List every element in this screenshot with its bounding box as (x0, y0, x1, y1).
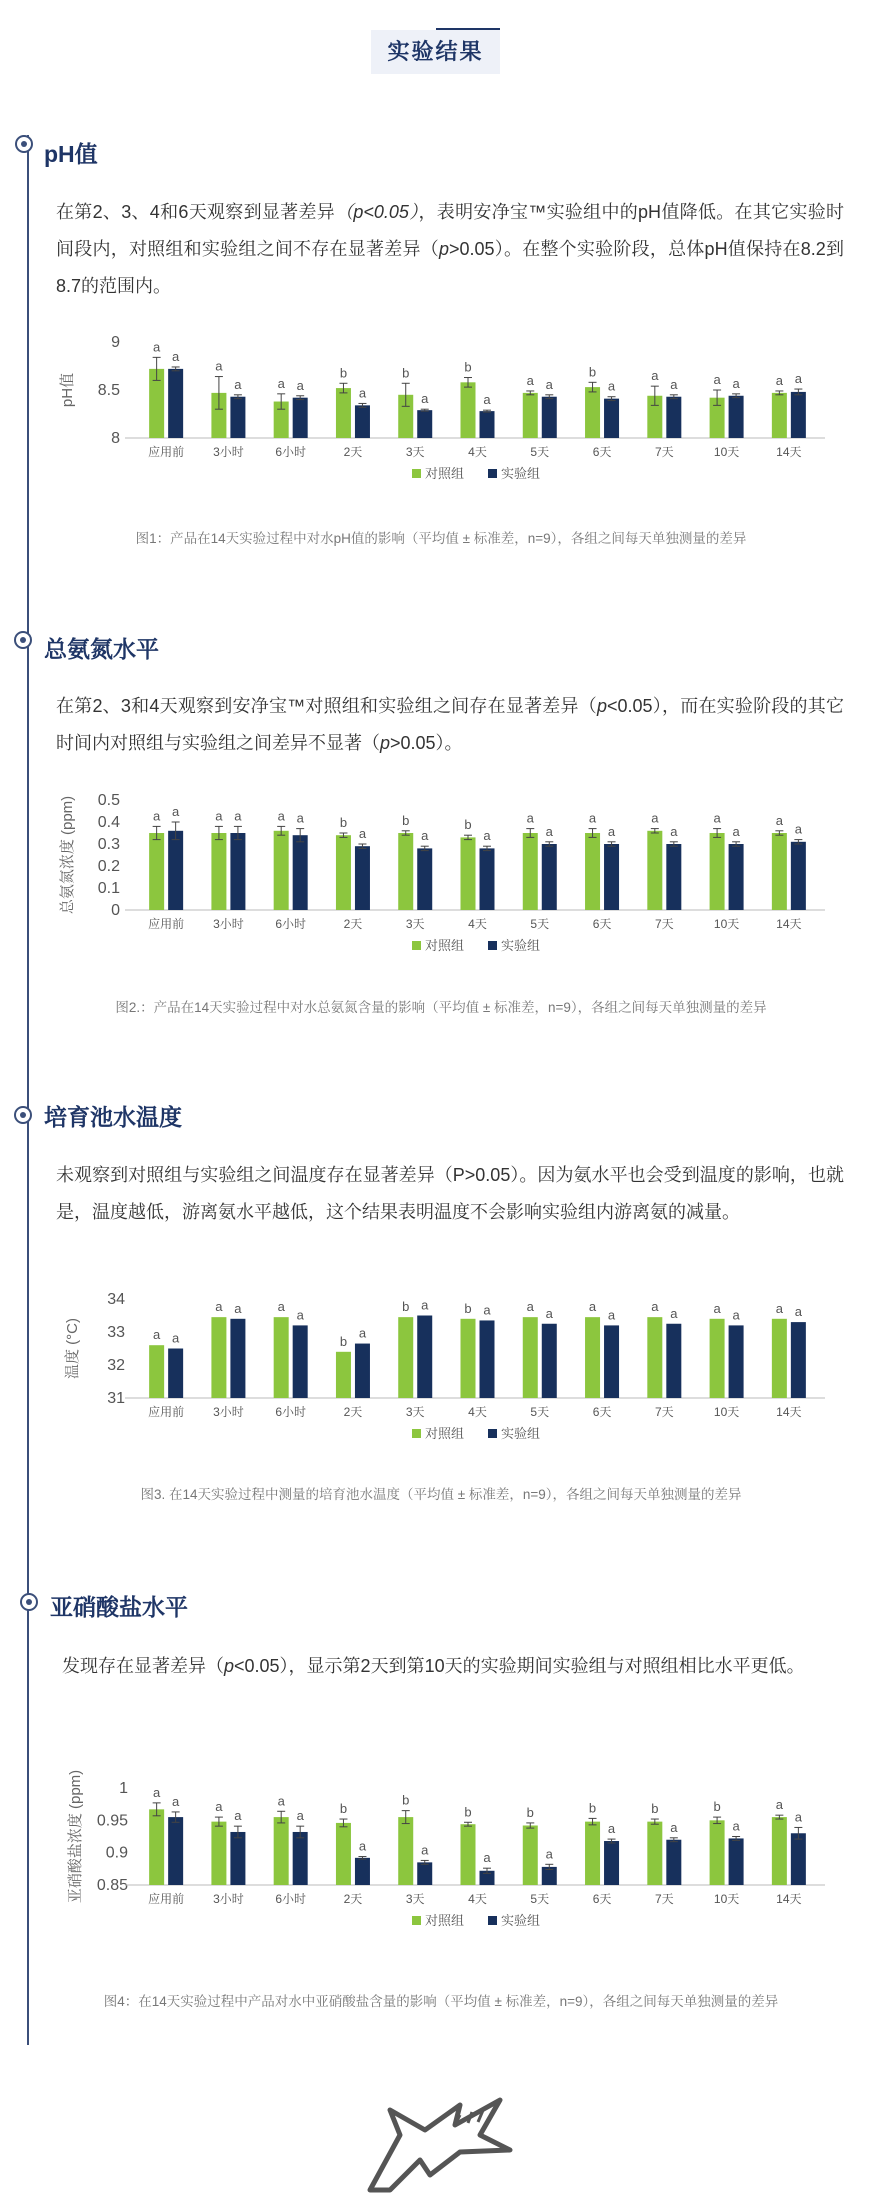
significance-letter: a (483, 1850, 491, 1866)
bar (604, 399, 619, 438)
bar (604, 1841, 619, 1885)
bar (168, 1817, 183, 1885)
section-title-ph: pH值 (44, 141, 98, 167)
significance-letter: b (402, 1792, 410, 1808)
significance-letter: a (277, 1299, 285, 1315)
significance-letter: a (483, 828, 491, 844)
x-tick-label: 3天 (405, 917, 425, 931)
x-tick-label: 10天 (713, 445, 740, 459)
x-tick-label: 7天 (654, 1405, 674, 1419)
bar (417, 410, 432, 438)
bar (791, 1322, 806, 1398)
significance-letter: b (402, 1299, 410, 1315)
significance-letter: a (775, 1797, 783, 1813)
significance-letter: a (670, 823, 678, 839)
significance-letter: a (545, 376, 553, 392)
bar (523, 1826, 538, 1885)
significance-letter: a (358, 826, 367, 841)
significance-letter: a (607, 1821, 616, 1837)
legend-swatch-control (412, 1916, 421, 1925)
legend-swatch-treatment (488, 941, 497, 950)
y-tick-label: 0.95 (96, 1812, 128, 1830)
significance-letter: b (402, 365, 410, 381)
significance-letter: b (464, 359, 472, 375)
bar (211, 1822, 226, 1885)
x-tick-label: 应用前 (148, 1405, 185, 1419)
chart-ammonia (0, 780, 882, 975)
legend-label-treatment: 实验组 (501, 1913, 541, 1928)
bar (480, 848, 495, 910)
bar (293, 1325, 308, 1398)
y-tick-label: 0.85 (96, 1877, 128, 1894)
bar (480, 1320, 495, 1398)
x-tick-label: 4天 (468, 917, 487, 931)
x-tick-label: 6天 (592, 445, 612, 459)
x-tick-label: 2天 (343, 1405, 363, 1419)
legend-swatch-control (412, 941, 421, 950)
significance-letter: a (526, 372, 534, 388)
significance-letter: a (732, 823, 740, 839)
bar (542, 844, 557, 910)
bar (168, 369, 183, 438)
significance-letter: a (607, 1307, 616, 1323)
bar (729, 1838, 744, 1885)
timeline-node-icon (14, 1106, 32, 1124)
x-tick-label: 6小时 (275, 1405, 307, 1419)
y-tick-label: 8 (111, 430, 120, 447)
significance-letter: b (339, 1333, 348, 1349)
figure-caption-nitrite: 图4：在14天实验过程中产品对水中亚硝酸盐含量的影响（平均值 ± 标准差，n=9），各组之间每天单独测量的差异 (103, 1994, 779, 2009)
bar (211, 833, 226, 910)
significance-letter: a (794, 1809, 802, 1825)
x-tick-label: 3小时 (213, 445, 244, 459)
legend-swatch-treatment (488, 1429, 497, 1438)
section-paragraph-ph: 在第2、3、4和6天观察到显著差异（p<0.05），表明安净宝™实验组中的pH值降低。在其它实验时间段内，对照组和实验组之间不存在显著差异（p>0.05）。在整个实验阶段，总体pH值保持在8.2到8.7的范围内。 (56, 202, 845, 296)
significance-letter: b (339, 365, 348, 381)
significance-letter: a (670, 376, 678, 392)
legend-label-treatment: 实验组 (501, 466, 541, 481)
significance-letter: b (339, 815, 348, 830)
significance-letter: a (545, 1305, 553, 1321)
x-tick-label: 应用前 (148, 445, 185, 459)
x-tick-label: 4天 (468, 1892, 487, 1906)
y-tick-label: 0.1 (97, 880, 120, 897)
significance-letter: a (588, 1299, 597, 1315)
significance-letter: a (172, 1330, 180, 1346)
x-tick-label: 7天 (654, 1892, 674, 1906)
significance-letter: a (215, 1799, 223, 1815)
significance-letter: a (358, 385, 367, 401)
significance-letter: a (483, 1302, 491, 1318)
legend-label-treatment: 实验组 (501, 938, 541, 953)
bar (274, 1817, 289, 1885)
y-tick-label: 32 (107, 1357, 125, 1374)
bar (585, 387, 600, 438)
significance-letter: a (172, 348, 180, 364)
bar (585, 1317, 600, 1398)
significance-letter: a (234, 808, 242, 824)
significance-letter: b (464, 1300, 472, 1316)
bar (168, 831, 183, 910)
bar (336, 1352, 351, 1398)
legend-label-control: 对照组 (425, 1426, 465, 1441)
bar (274, 831, 289, 910)
significance-letter: a (651, 368, 659, 384)
section-paragraph-temperature: 未观察到对照组与实验组之间温度存在显著差异（P>0.05）。因为氨水平也会受到温度的影响，也就是，温度越低，游离氨水平越低，这个结果表明温度不会影响实验组内游离氨的减量。 (56, 1165, 844, 1222)
figure-caption-ammonia: 图2.：产品在14天实验过程中对水总氨氮含量的影响（平均值 ± 标准差，n=9），各组之间每天单独测量的差异 (115, 1000, 767, 1015)
x-tick-label: 6天 (592, 1892, 612, 1906)
page-title: 实验结果 (387, 39, 484, 64)
bar (772, 1817, 787, 1885)
significance-letter: a (277, 1793, 285, 1809)
significance-letter: a (421, 1297, 429, 1313)
x-tick-label: 3天 (405, 445, 425, 459)
timeline-node-icon (14, 631, 32, 649)
significance-letter: a (296, 1808, 304, 1824)
section-paragraph-nitrite: 发现存在显著差异（p<0.05），显示第2天到第10天的实验期间实验组与对照组相比水平更低。 (62, 1656, 805, 1676)
chart-nitrite (0, 1755, 882, 1945)
bar (355, 846, 370, 910)
bar (791, 1833, 806, 1885)
significance-letter: a (713, 810, 721, 826)
x-tick-label: 6小时 (275, 1892, 307, 1906)
x-tick-label: 10天 (713, 1405, 740, 1419)
significance-letter: a (234, 1300, 242, 1316)
significance-letter: a (713, 372, 721, 387)
x-tick-label: 5天 (530, 445, 550, 459)
y-axis-label: 总氨氮浓度 (ppm) (59, 795, 76, 915)
legend-swatch-treatment (488, 1916, 497, 1925)
significance-letter: a (215, 1299, 223, 1315)
legend-label-control: 对照组 (425, 938, 465, 953)
bar (710, 1319, 725, 1398)
x-tick-label: 6天 (592, 1405, 612, 1419)
y-tick-label: 0.9 (105, 1844, 128, 1862)
bar (772, 833, 787, 910)
significance-letter: a (713, 1300, 721, 1316)
y-tick-label: 0.3 (97, 836, 120, 853)
bar (230, 833, 245, 910)
significance-letter: a (421, 828, 429, 844)
significance-letter: a (421, 391, 429, 407)
significance-letter: b (713, 1799, 721, 1815)
bar (710, 1820, 725, 1885)
significance-letter: b (464, 1804, 472, 1820)
x-tick-label: 5天 (530, 917, 550, 931)
chart-ph (0, 320, 882, 505)
significance-letter: a (172, 804, 180, 819)
bar (604, 1325, 619, 1398)
bar (230, 1319, 245, 1398)
significance-letter: a (651, 810, 659, 826)
y-tick-label: 33 (107, 1324, 125, 1341)
x-tick-label: 2天 (343, 1892, 363, 1906)
timeline-node-icon (20, 1593, 38, 1611)
x-tick-label: 4天 (468, 1405, 487, 1419)
significance-letter: a (234, 1808, 242, 1824)
y-axis-label: 亚硝酸盐浓度 (ppm) (67, 1769, 84, 1904)
significance-letter: a (670, 1305, 678, 1321)
bar (211, 1317, 226, 1398)
significance-letter: b (339, 1801, 348, 1817)
figure-caption-temperature: 图3. 在14天实验过程中测量的培育池水温度（平均值 ± 标准差，n=9），各组之间每天单独测量的差异 (140, 1487, 742, 1502)
x-tick-label: 4天 (468, 445, 487, 459)
section-title-ammonia: 总氨氮水平 (44, 636, 159, 662)
significance-letter: a (732, 375, 740, 391)
legend-swatch-control (412, 1429, 421, 1438)
bar (417, 1862, 432, 1885)
significance-letter: a (358, 1325, 367, 1341)
significance-letter: a (775, 372, 783, 388)
bar (398, 1817, 413, 1885)
bar (523, 833, 538, 910)
bar (666, 1324, 681, 1398)
bar (604, 844, 619, 910)
significance-letter: a (277, 375, 285, 391)
chart-temperature (0, 1280, 882, 1460)
bar (293, 398, 308, 438)
significance-letter: a (483, 392, 491, 408)
y-axis-label: pH值 (59, 372, 76, 408)
bar (168, 1349, 183, 1399)
section-title-nitrite: 亚硝酸盐水平 (50, 1594, 188, 1620)
significance-letter: a (545, 1846, 553, 1862)
bar (791, 842, 806, 910)
x-tick-label: 10天 (713, 1892, 740, 1906)
significance-letter: a (732, 1307, 740, 1323)
x-tick-label: 5天 (530, 1405, 550, 1419)
bar (149, 833, 164, 910)
significance-letter: a (775, 1300, 783, 1316)
legend-swatch-treatment (488, 469, 497, 478)
significance-letter: b (588, 1800, 597, 1816)
x-tick-label: 3天 (405, 1892, 425, 1906)
x-tick-label: 14天 (776, 1892, 802, 1906)
bar (585, 833, 600, 910)
bar (355, 405, 370, 438)
y-tick-label: 0.2 (97, 858, 120, 875)
x-tick-label: 3小时 (213, 1892, 244, 1906)
significance-letter: a (153, 339, 161, 355)
significance-letter: a (526, 1299, 534, 1315)
bar (336, 835, 351, 910)
significance-letter: b (651, 1801, 659, 1817)
bar (355, 1344, 370, 1398)
legend-label-control: 对照组 (425, 466, 465, 481)
bar (523, 393, 538, 438)
bar (293, 1832, 308, 1885)
significance-letter: a (526, 810, 534, 826)
x-tick-label: 7天 (654, 917, 674, 931)
significance-letter: a (153, 808, 161, 824)
bar (791, 392, 806, 438)
significance-letter: a (794, 371, 802, 387)
bar (336, 1823, 351, 1885)
significance-letter: a (296, 377, 304, 393)
significance-letter: a (545, 823, 553, 839)
x-tick-label: 6小时 (275, 445, 307, 459)
x-tick-label: 6天 (592, 917, 612, 931)
y-tick-label: 8.5 (97, 382, 120, 399)
significance-letter: b (526, 1804, 534, 1820)
x-tick-label: 应用前 (148, 917, 185, 931)
bar (772, 1319, 787, 1398)
bar (149, 1809, 164, 1885)
significance-letter: a (277, 808, 285, 824)
x-tick-label: 10天 (713, 917, 740, 931)
bar (417, 1316, 432, 1399)
significance-letter: a (732, 1818, 740, 1834)
section-paragraph-ammonia: 在第2、3和4天观察到安净宝™对照组和实验组之间存在显著差异（p<0.05），而在实验阶段的其它时间内对照组与实验组之间差异不显著（p>0.05）。 (56, 696, 845, 753)
significance-letter: a (153, 1784, 161, 1800)
bar (729, 844, 744, 910)
bar (274, 1317, 289, 1398)
y-tick-label: 0 (111, 902, 120, 919)
bar (729, 1325, 744, 1398)
x-tick-label: 6小时 (275, 917, 307, 931)
section-title-temperature: 培育池水温度 (44, 1104, 182, 1130)
bar (666, 397, 681, 438)
legend-label-control: 对照组 (425, 1913, 465, 1928)
x-tick-label: 2天 (343, 917, 363, 931)
bar (461, 382, 476, 438)
y-tick-label: 9 (111, 334, 120, 351)
legend-label-treatment: 实验组 (501, 1426, 541, 1441)
bar (417, 848, 432, 910)
bar (355, 1858, 370, 1885)
significance-letter: a (421, 1842, 429, 1858)
bar (293, 835, 308, 910)
significance-letter: a (775, 812, 783, 828)
bar (480, 411, 495, 438)
bar (729, 396, 744, 438)
x-tick-label: 3天 (405, 1405, 425, 1419)
significance-letter: a (234, 376, 242, 392)
figure-caption-ph: 图1：产品在14天实验过程中对水pH值的影响（平均值 ± 标准差，n=9），各组之间每天单独测量的差异 (135, 531, 747, 546)
significance-letter: a (794, 821, 802, 837)
significance-letter: a (794, 1304, 802, 1320)
bar (398, 1317, 413, 1398)
significance-letter: a (607, 823, 616, 839)
bar (542, 397, 557, 438)
bar (230, 397, 245, 438)
x-tick-label: 3小时 (213, 1405, 244, 1419)
bar (149, 1345, 164, 1398)
bar (666, 844, 681, 910)
significance-letter: a (588, 810, 597, 826)
bar (523, 1317, 538, 1398)
legend-swatch-control (412, 469, 421, 478)
significance-letter: a (651, 1299, 659, 1315)
x-tick-label: 7天 (654, 445, 674, 459)
bar (398, 833, 413, 910)
significance-letter: a (670, 1819, 678, 1835)
x-tick-label: 2天 (343, 445, 363, 459)
x-tick-label: 3小时 (213, 917, 244, 931)
bar (710, 833, 725, 910)
x-tick-label: 5天 (530, 1892, 550, 1906)
significance-letter: a (215, 808, 223, 824)
y-tick-label: 31 (107, 1390, 125, 1407)
bar (647, 831, 662, 910)
bar (461, 837, 476, 910)
significance-letter: b (464, 817, 472, 833)
y-tick-label: 1 (119, 1780, 128, 1797)
bar (336, 388, 351, 438)
significance-letter: a (607, 378, 616, 394)
bar (542, 1324, 557, 1398)
significance-letter: a (358, 1838, 367, 1854)
significance-letter: b (588, 364, 597, 380)
significance-letter: a (172, 1793, 180, 1809)
bar (647, 1822, 662, 1885)
x-tick-label: 14天 (776, 1405, 802, 1419)
bar (772, 393, 787, 438)
bar (585, 1822, 600, 1885)
significance-letter: a (153, 1327, 161, 1343)
y-axis-label: 温度 (°C) (64, 1318, 81, 1379)
y-tick-label: 0.5 (97, 792, 120, 809)
fish-logo-icon (360, 2090, 520, 2200)
y-tick-label: 34 (107, 1291, 125, 1308)
x-tick-label: 14天 (776, 445, 802, 459)
y-tick-label: 0.4 (97, 814, 120, 831)
bar (647, 1317, 662, 1398)
significance-letter: a (215, 358, 223, 374)
x-tick-label: 14天 (776, 917, 802, 931)
bar (461, 1824, 476, 1885)
significance-letter: a (296, 810, 304, 826)
significance-letter: b (402, 812, 410, 828)
significance-letter: a (296, 1307, 304, 1323)
bar (230, 1832, 245, 1885)
bar (666, 1840, 681, 1885)
timeline-node-icon (15, 135, 33, 153)
x-tick-label: 应用前 (148, 1892, 185, 1906)
bar (461, 1319, 476, 1398)
